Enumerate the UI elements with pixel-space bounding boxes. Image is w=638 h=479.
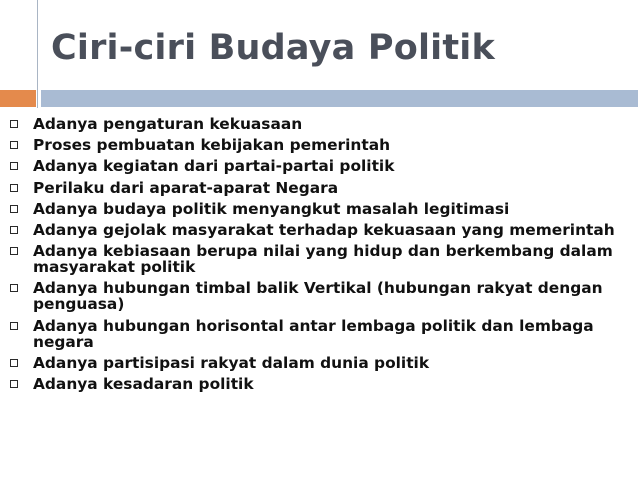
bullet-text: Adanya hubungan timbal balik Vertikal (hubungan rakyat dengan penguasa) (33, 279, 603, 314)
bullet-text: Adanya kegiatan dari partai-partai politik (33, 157, 395, 176)
bullet-text: Adanya kesadaran politik (33, 374, 254, 393)
hollow-square-icon (10, 141, 18, 149)
slide-title: Ciri-ciri Budaya Politik (51, 28, 495, 68)
hollow-square-icon (10, 322, 18, 330)
bullet-item (0, 180, 618, 196)
bullet-item (0, 243, 618, 275)
bullet-list (0, 116, 638, 397)
bullet-item (0, 158, 618, 174)
bullet-item (0, 376, 618, 392)
hollow-square-icon (10, 247, 18, 255)
bullet-text: Adanya pengaturan kekuasaan (33, 115, 303, 133)
bullet-text: Adanya gejolak masyarakat terhadap kekuasaan yang memerintah (33, 220, 615, 239)
bullet-item (0, 355, 618, 371)
hollow-square-icon (10, 380, 18, 388)
hollow-square-icon (10, 120, 18, 128)
bullet-text: Adanya hubungan horisontal antar lembaga politik dan lembaga negara (33, 316, 594, 351)
bullet-item (0, 222, 618, 238)
bullet-text: Adanya kebiasaan berupa nilai yang hidup dan berkembang dalam masyarakat politik (33, 242, 613, 277)
hollow-square-icon (10, 226, 18, 234)
orange-accent-bar (0, 90, 36, 107)
blue-banner-bar (41, 90, 638, 107)
bullet-item (0, 318, 618, 350)
bullet-text: Adanya budaya politik menyangkut masalah legitimasi (33, 199, 510, 218)
hollow-square-icon (10, 205, 18, 213)
bullet-text: Perilaku dari aparat-aparat Negara (33, 178, 339, 197)
bullet-item (0, 201, 618, 217)
bullet-item (0, 116, 618, 132)
bullet-item (0, 280, 618, 312)
bullet-item (0, 137, 618, 153)
hollow-square-icon (10, 162, 18, 170)
bullet-text: Adanya partisipasi rakyat dalam dunia politik (33, 353, 430, 372)
bullet-text: Proses pembuatan kebijakan pemerintah (33, 136, 391, 155)
title-divider-line (37, 0, 38, 108)
hollow-square-icon (10, 284, 18, 292)
hollow-square-icon (10, 184, 18, 192)
hollow-square-icon (10, 359, 18, 367)
